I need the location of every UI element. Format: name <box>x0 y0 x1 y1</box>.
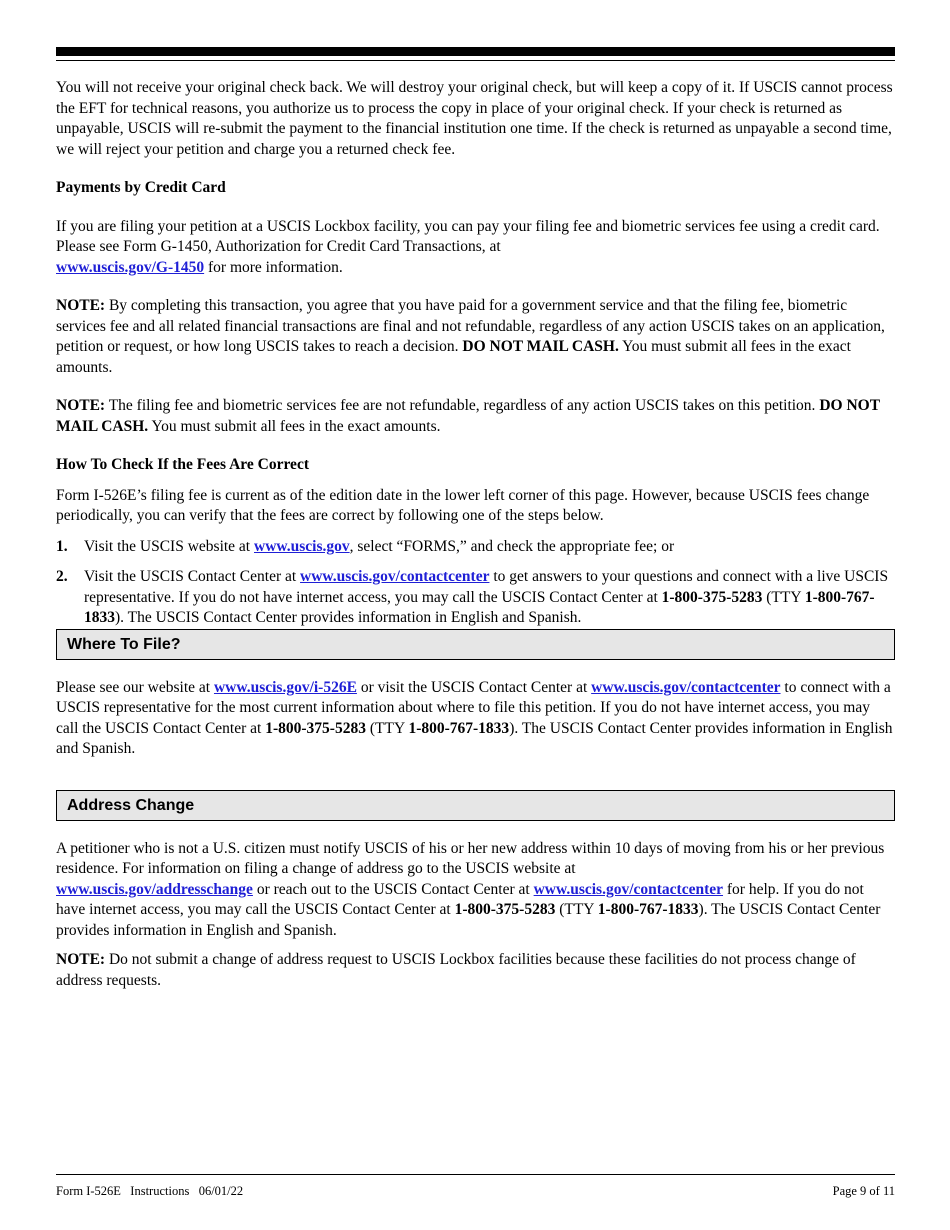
list-number: 1. <box>56 537 68 555</box>
credit-card-paragraph <box>56 217 895 279</box>
check-paragraph: You will not receive your original check back. We will destroy your original check, but will keep a copy of it. If USCIS cannot process the EFT for technical reasons, you authorize us to process the copy in place of your original check. If your check is returned as unpayable, USCIS will re-submit the payment to the financial institution one time. If the check is returned as unpayable a second time, we will reject your petition and charge you a returned check fee. <box>56 79 893 158</box>
note-label: NOTE: <box>56 951 106 968</box>
list-number: 2. <box>56 568 68 585</box>
paragraph-text: A petitioner who is not a U.S. citizen must notify USCIS of his or her new address within 10 days of moving from his or her previous residence. For information on filing a change of address go to the USCIS website at <box>56 839 885 877</box>
note-text: Do not submit a change of address request to USCIS Lockbox facilities because these facilities do not process change of address requests. <box>56 951 856 989</box>
fees-check-intro: Form I-526E’s filing fee is current as of the edition date in the lower left corner of this page. However, because USCIS fees change periodically, you can verify that the fees are correct by following one of the steps below. <box>56 486 870 524</box>
paragraph-text: or reach out to the USCIS Contact Center at <box>252 880 534 898</box>
page-content <box>56 78 895 991</box>
page-footer <box>56 1183 895 1199</box>
address-change-header: Address Change <box>56 790 895 821</box>
list-text: (TTY <box>762 588 805 606</box>
paragraph-text: ). The USCIS Contact Center provides information in English and Spanish. <box>56 719 893 757</box>
address-change-link[interactable]: www.uscis.gov/addresschange <box>56 880 253 898</box>
list-text: ). The USCIS Contact Center provides information in English and Spanish. <box>115 609 582 626</box>
contact-center-link[interactable]: www.uscis.gov/contactcenter <box>300 568 490 585</box>
note-label: NOTE: <box>56 397 106 414</box>
paragraph-text: (TTY <box>365 719 409 737</box>
form-edition: Form I-526E Instructions 06/01/22 <box>56 1184 244 1198</box>
i526e-link[interactable]: www.uscis.gov/i-526E <box>213 678 357 696</box>
list-text: , select “FORMS,” and check the appropriate fee; or <box>349 537 675 555</box>
address-change-paragraph <box>56 839 895 942</box>
note-tail: You must submit all fees in the exact amounts. <box>148 417 441 435</box>
page-number: Page 9 of 11 <box>832 1184 895 1198</box>
note-transaction <box>56 296 895 378</box>
credit-card-heading: Payments by Credit Card <box>56 179 226 196</box>
header-rule-thin <box>56 60 895 61</box>
credit-card-text-tail: for more information. <box>204 258 343 276</box>
paragraph-text: to connect with a USCIS representative for the most current information about where to file this petition. If you do not have internet access, you may call the USCIS Contact Center at <box>56 678 891 737</box>
contact-center-link[interactable]: www.uscis.gov/contactcenter <box>533 880 724 898</box>
credit-card-text: If you are filing your petition at a USCIS Lockbox facility, you can pay your filing fee and biometric services fee using a credit card. Please see Form G-1450, Authorization for Credit Card Transactions, at <box>56 217 880 255</box>
note-label: NOTE: <box>56 297 106 314</box>
where-to-file-paragraph <box>56 678 895 760</box>
note-tail: You must submit all fees in the exact amounts. <box>56 338 851 376</box>
paragraph-text: Please see our website at <box>56 678 214 696</box>
phone-number: 1-800-375-5283 <box>661 588 763 606</box>
g1450-link[interactable]: www.uscis.gov/G-1450 <box>56 258 205 276</box>
contact-center-link[interactable]: www.uscis.gov/contactcenter <box>591 678 781 696</box>
note-text: By completing this transaction, you agree that you have paid for a government service and that the filing fee, biometric services fee and all related financial transactions are final and not refundable, regardless of any action USCIS takes on an application, petition or request, or how long USCIS takes to reach a decision. <box>56 297 885 355</box>
document-page <box>56 0 895 1230</box>
list-item <box>56 567 895 629</box>
fees-check-steps <box>56 537 895 629</box>
list-text: to get answers to your questions and connect with a live USCIS representative. If you do not have internet access, you may call the USCIS Contact Center at <box>84 568 889 606</box>
paragraph-text: ). The USCIS Contact Center provides information in English and Spanish. <box>56 901 881 939</box>
no-cash-warning: DO NOT MAIL CASH. <box>462 338 619 355</box>
paragraph-text: for help. If you do not have internet access, you may call the USCIS Contact Center at <box>56 880 864 918</box>
tty-number: 1-800-767-1833 <box>597 901 699 918</box>
note-lockbox <box>56 950 895 991</box>
tty-number: 1-800-767-1833 <box>84 588 875 626</box>
no-cash-warning: DO NOT MAIL CASH. <box>56 397 880 435</box>
paragraph-text: or visit the USCIS Contact Center at <box>356 678 592 696</box>
phone-number: 1-800-375-5283 <box>265 719 366 737</box>
note-text: The filing fee and biometric services fee are not refundable, regardless of any action USCIS takes on this petition. <box>105 397 820 414</box>
fees-check-heading: How To Check If the Fees Are Correct <box>56 456 309 473</box>
list-text: Visit the USCIS Contact Center at <box>84 568 301 585</box>
note-refund <box>56 396 895 437</box>
where-to-file-header: Where To File? <box>56 629 895 660</box>
uscis-website-link[interactable]: www.uscis.gov <box>254 537 350 555</box>
paragraph-text: (TTY <box>555 901 598 918</box>
list-item <box>56 537 895 558</box>
list-text: Visit the USCIS website at <box>84 537 254 555</box>
footer-rule <box>56 1174 895 1175</box>
tty-number: 1-800-767-1833 <box>408 719 510 737</box>
header-rule-thick <box>56 47 895 56</box>
phone-number: 1-800-375-5283 <box>454 901 556 918</box>
